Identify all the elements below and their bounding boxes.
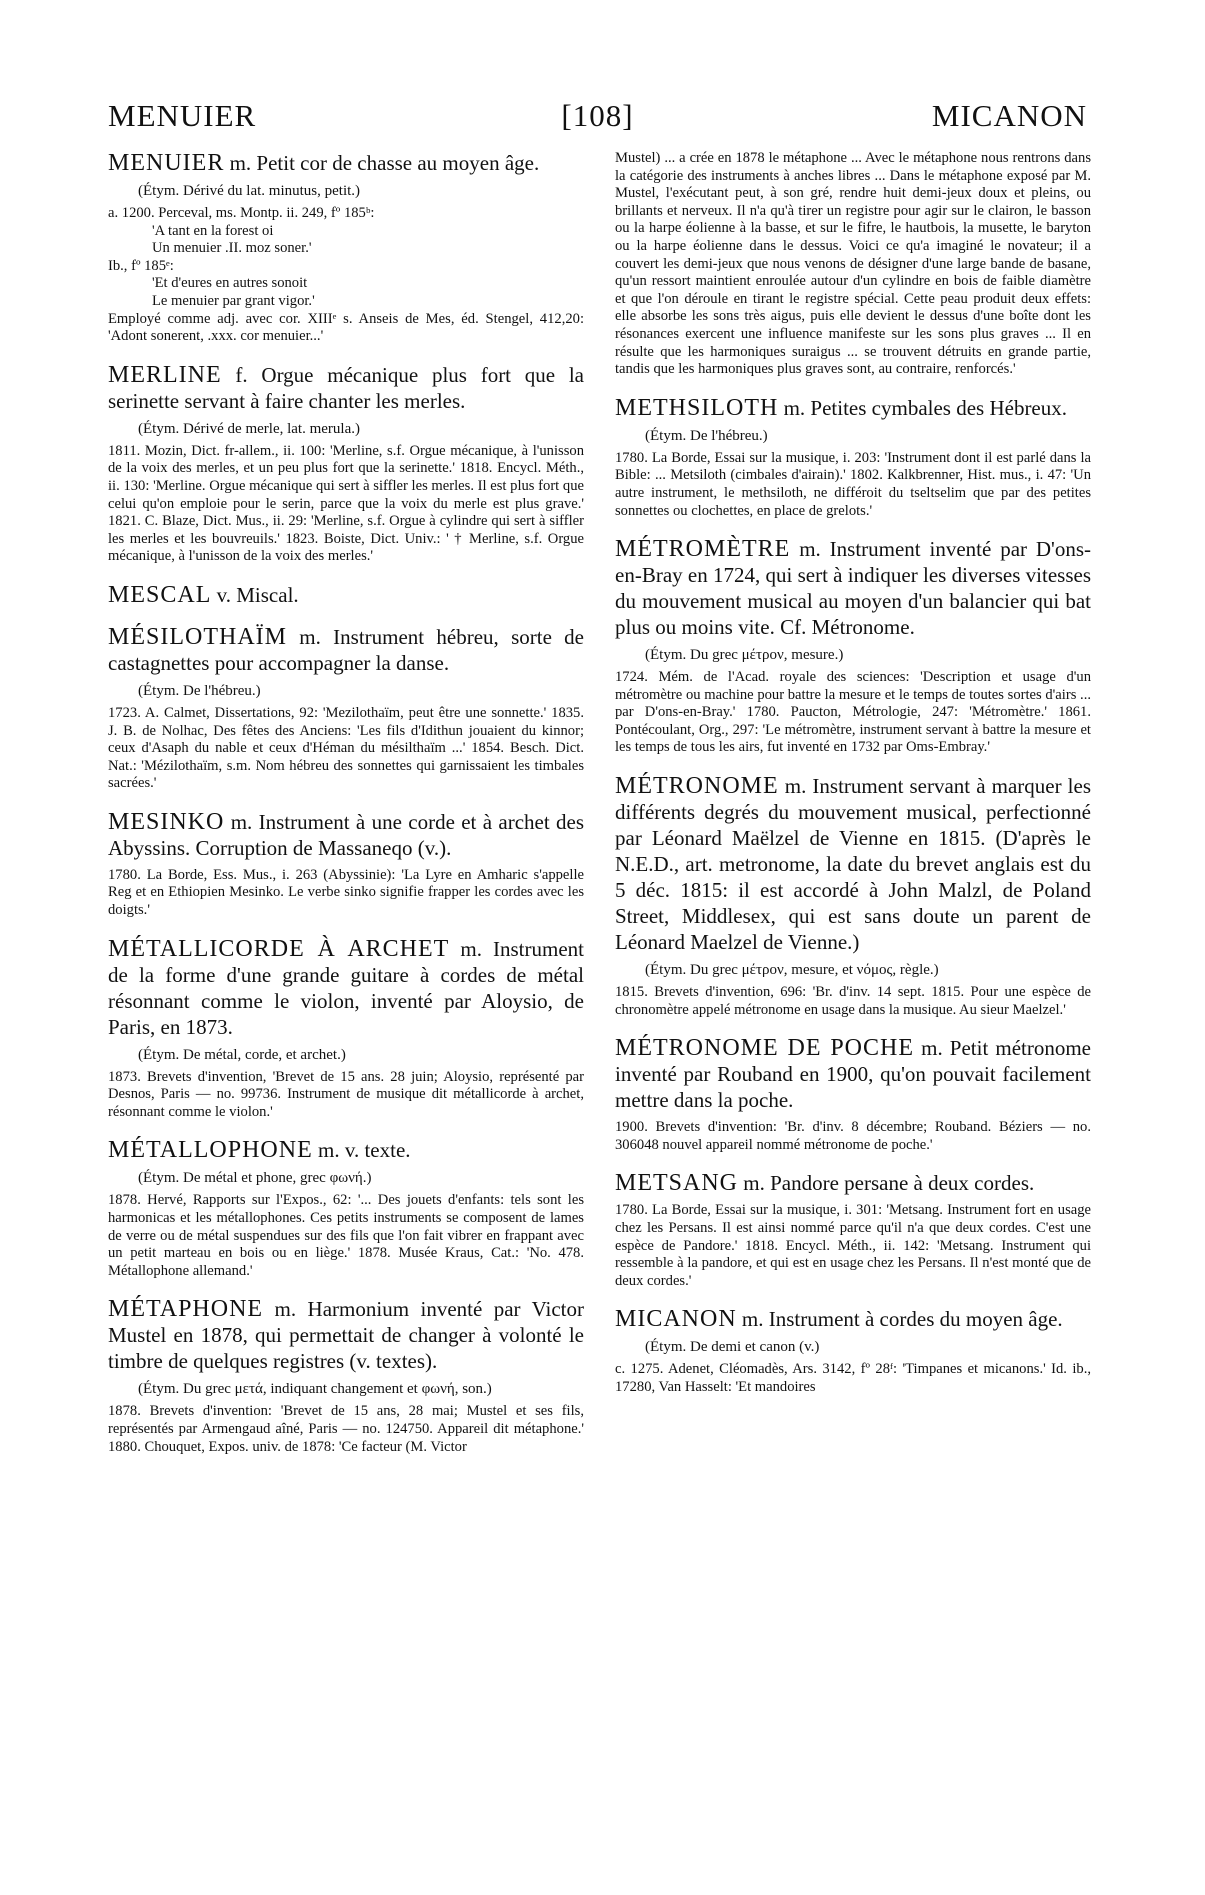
entry-methsiloth xyxy=(615,395,1091,520)
definition: m. Instrument de la forme d'une grande guitare à cordes de métal résonnant comme le violon, inventé par Aloysio, de Paris, en 1873. xyxy=(108,936,584,1039)
citation: Employé comme adj. avec cor. XIIIᵉ s. Anseis de Mes, éd. Stengel, 412,20: 'Adont sonerent, .xxx. cor menuier...' xyxy=(108,310,584,345)
definition: m. Instrument servant à marquer les différents degrés du mouvement musical, perfectionné par Léonard Maëlzel de Vienne en 1815. (D'après le N.E.D., art. metronome, la date du brevet anglais est du 5 déc. 1815: il est accordé à John Malzl, de Poland Street, Middlesex, qui est sans doute un parent de Léonard Maelzel de Vienne.) xyxy=(615,774,1092,955)
headword: MÉTRONOME xyxy=(615,773,779,800)
definition: m. Instrument à une corde et à archet des Abyssins. Corruption de Massaneqo (v.). xyxy=(108,809,584,860)
citation: a. 1200. Perceval, ms. Montp. ii. 249, fº 185ᵇ: xyxy=(108,205,375,221)
citations: 1878. Hervé, Rapports sur l'Expos., 62: '... Des jouets d'enfants: tels sont les harmonicas et les métallophones. Ces petits instruments se composent de lames de verre ou de métal suspendues sur des fils que l'on fait vibrer en frappant avec un petit marteau en bois ou en liège.' 1878. Musée Kraus, Cat.: 'No. 478. Métallophone allemand.' xyxy=(108,1192,584,1279)
citations: 1878. Brevets d'invention: 'Brevet de 15 ans, 28 mai; Mustel et ses fils, représentés par Armengaud aîné, Paris — no. 124750. Appareil dit métaphone.' 1880. Chouquet, Expos. univ. de 1878: 'Ce facteur (M. Victor xyxy=(108,1403,584,1455)
running-head-right: MICANON xyxy=(931,98,1087,133)
etymology: (Étym. Du grec μέτρον, mesure.) xyxy=(645,647,844,664)
definition: m. Harmonium inventé par Victor Mustel en 1878, qui permettait de changer à volonté le timbre de quelques registres (v. textes). xyxy=(108,1297,585,1374)
citations: 1811. Mozin, Dict. fr-allem., ii. 100: 'Merline, s.f. Orgue mécanique, à l'unisson de la voix des merles, et un peu plus fort que la serinette.' 1818. Encycl. Méth., ii. 130: 'Merline. Orgue mécanique qui sert à siffler les merles. Il est plus fort que celui qu'on emploie pour le serin, parce que la voix du merle est plus grave.' 1821. C. Blaze, Dict. Mus., ii. 29: 'Merline, s.f. Orgue à cylindre qui sert à siffler les merles et les bouvreuils.' 1823. Boiste, Dict. Univ.: ' † Merline, s.f. Orgue mécanique, à l'unisson de la voix des merles.' xyxy=(108,442,584,565)
etymology: (Étym. De l'hébreu.) xyxy=(645,427,768,444)
entry-metaphone xyxy=(108,1296,584,1456)
headword: MÉTALLOPHONE xyxy=(108,1137,313,1164)
page-number: [108] xyxy=(561,98,634,133)
quote-line: Un menuier .II. moz soner.' xyxy=(152,240,312,257)
definition: m. Instrument hébreu, sorte de castagnettes pour accompagner la danse. xyxy=(108,624,584,675)
headword: MÉTRONOME DE POCHE xyxy=(615,1035,915,1062)
etymology: (Étym. Du grec μέτρον, mesure, et νόμος, règle.) xyxy=(645,962,939,979)
definition: f. Orgue mécanique plus fort que la serinette servant à faire chanter les merles. xyxy=(108,362,584,413)
etymology: (Étym. De l'hébreu.) xyxy=(138,682,261,699)
entry-metrometre xyxy=(615,536,1091,757)
citations: 1815. Brevets d'invention, 696: 'Br. d'inv. 14 sept. 1815. Pour une espèce de chronomètre appelé métronome en usage dans la musique. Au sieur Maelzel.' xyxy=(615,984,1091,1018)
entry-metronome xyxy=(615,773,1091,1019)
entry-metronome-de-poche xyxy=(615,1035,1091,1154)
citations: 1900. Brevets d'invention: 'Br. d'inv. 8 décembre; Rouband. Béziers — no. 306048 nouvel appareil nommé métronome de poche.' xyxy=(615,1119,1091,1153)
definition: m. Instrument inventé par D'ons-en-Bray en 1724, qui sert à indiquer les diverses vitesses du mouvement musical au moyen d'un balancier qui bat plus ou moins vite. Cf. Métronome. xyxy=(615,537,1091,640)
definition: m. v. texte. xyxy=(317,1138,411,1163)
citations: 1780. La Borde, Essai sur la musique, i. 301: 'Metsang. Instrument fort en usage chez les Persans. Il est ainsi nommé parce qu'il n'a que deux cordes. C'est une espèce de Pandore.' 1818. Encycl. Méth., ii. 142: 'Metsang. Instrument qui ressemble à la pandore, et qui est en usage chez les Persans. Il n'est monté que de deux cordes.' xyxy=(615,1202,1091,1289)
etymology: (Étym. De métal, corde, et archet.) xyxy=(138,1046,346,1063)
entry-metallicorde xyxy=(108,936,584,1122)
headword: MÉTALLICORDE À ARCHET xyxy=(108,935,450,962)
citations: 1873. Brevets d'invention, 'Brevet de 15 ans. 28 juin; Aloysio, représenté par Desnos, Paris — no. 99736. Instrument de musique dit métallicorde à archet, résonnant comme le violon.' xyxy=(108,1068,584,1120)
headword: MESCAL xyxy=(108,581,212,608)
headword: METSANG xyxy=(615,1170,739,1197)
entry-micanon xyxy=(615,1306,1091,1396)
headword: MESINKO xyxy=(108,808,225,835)
citations: 1780. La Borde, Essai sur la musique, i. 203: 'Instrument dont il est parlé dans la Bible: ... Metsiloth (cimbales d'airain).' 1802. Kalkbrenner, Hist. mus., i. 47: 'Un autre instrument, le methsiloth, ne différoit du tseltselim que par des petites sonnettes ou clochettes, en place de grelots.' xyxy=(615,449,1091,519)
definition: m. Petites cymbales des Hébreux. xyxy=(783,395,1068,420)
quote-line: 'Et d'eures en autres sonoit xyxy=(152,275,308,292)
definition: v. Miscal. xyxy=(216,582,299,607)
entry-mesinko xyxy=(108,809,584,920)
entry-mesilothaim xyxy=(108,624,584,793)
headword: METHSILOTH xyxy=(615,394,779,421)
citations: 1724. Mém. de l'Acad. royale des sciences: 'Description et usage d'un métromètre ou machine pour battre la mesure et le temps de toutes sortes d'airs ... par D'ons-en-Bray.' 1780. Paucton, Métrologie, 247: 'Métromètre.' 1861. Pontécoulant, Org., 297: 'Le métromètre, instrument servant à battre la mesure et les temps de tous les airs, fut inventé en 1732 par Oms-Embray.' xyxy=(615,669,1091,756)
headword: MERLINE xyxy=(108,361,222,388)
left-column xyxy=(108,150,584,1456)
definition: m. Petit cor de chasse au moyen âge. xyxy=(229,151,540,175)
right-column xyxy=(615,150,1091,1397)
entry-merline xyxy=(108,362,584,566)
headword: MICANON xyxy=(615,1306,737,1333)
etymology: (Étym. Dérivé de merle, lat. merula.) xyxy=(138,420,360,437)
etymology: (Étym. De demi et canon (v.) xyxy=(645,1339,820,1356)
quote-line: Le menuier par grant vigor.' xyxy=(152,292,315,309)
citations: 1723. A. Calmet, Dissertations, 92: 'Mezilothaïm, peut être une sonnette.' 1835. J. B. de Nolhac, Des fêtes des Anciens: 'Les fils d'Idithun jouaient du kinnor; ceux d'Asaph du nable et ceux d'Héman du mésilthaïm ...' 1854. Besch. Dict. Nat.: 'Mézilothaïm, s.m. Nom hébreu des sonnettes qui garnissaient les timbales sacrées.' xyxy=(108,704,584,792)
quote-line: 'A tant en la forest oi xyxy=(152,222,274,239)
definition: m. Pandore persane à deux cordes. xyxy=(743,1171,1035,1196)
running-head-left: MENUIER xyxy=(108,98,257,133)
entry-metsang xyxy=(615,1170,1091,1290)
headword: MÉSILOTHAÏM xyxy=(108,623,287,650)
etymology: (Étym. Dérivé du lat. minutus, petit.) xyxy=(138,183,361,199)
metaphone-continuation: Mustel) ... a crée en 1878 le métaphone ... Avec le métaphone nous rentrons dans la catégorie des instruments à anches libres ... Dans le métaphone exposé par M. Mustel, l'exécutant peut, à son gré, rendre huit demi-jeux doux et pleins, ou brillants et nerveux. Il n'a qu'à tirer un registre pour agir sur le clairon, le basson ou la harpe éolienne à la basse, et sur le fifre, le hautbois, la musette, le baryton ou la harpe éolienne dans le dessus. Voici ce qu'a imaginé le novateur; il a couvert les demi-jeux que nous venons de désigner d'une large bande de basane, qu'un ressort maintient enroulée autour d'un cylindre en bois de faible diamètre et que l'on déroule en tirant le registre spécial. Cette peau produit deux effets: elle absorbe les sons très aigus, puis elle devient le dessus d'une boîte dont les résonances exercent une influence manifeste sur les sons plus graves ... Il en résulte que les harmoniques suraigus ... se trouvent détruits en grande partie, tandis que les harmoniques plus graves sont, au contraire, renforcés.' xyxy=(615,150,1091,378)
running-head xyxy=(108,98,1087,138)
etymology: (Étym. De métal et phone, grec φωνή.) xyxy=(138,1170,372,1187)
entry-menuier xyxy=(108,150,584,346)
entry-mescal xyxy=(108,582,584,608)
citations: c. 1275. Adenet, Cléomadès, Ars. 3142, fº 28ᶠ: 'Timpanes et micanons.' Id. ib., 17280, Van Hasselt: 'Et mandoires xyxy=(615,1361,1091,1395)
etymology: (Étym. Du grec μετά, indiquant changement et φωνή, son.) xyxy=(138,1381,492,1398)
definition: m. Instrument à cordes du moyen âge. xyxy=(741,1307,1063,1332)
definition: m. Petit métronome inventé par Rouband en 1900, qu'on pouvait facilement mettre dans la poche. xyxy=(615,1036,1092,1113)
entry-metallophone xyxy=(108,1137,584,1280)
headword: MENUIER xyxy=(108,150,225,176)
headword: MÉTAPHONE xyxy=(108,1296,264,1323)
headword: MÉTROMÈTRE xyxy=(615,536,791,563)
citation: Ib., fº 185ᵉ: xyxy=(108,257,174,274)
citations: 1780. La Borde, Ess. Mus., i. 263 (Abyssinie): 'La Lyre en Amharic s'appelle Reg et en Ethiopien Mesinko. Le verbe sinko signifie frapper les cordes avec les doigts.' xyxy=(108,866,584,919)
